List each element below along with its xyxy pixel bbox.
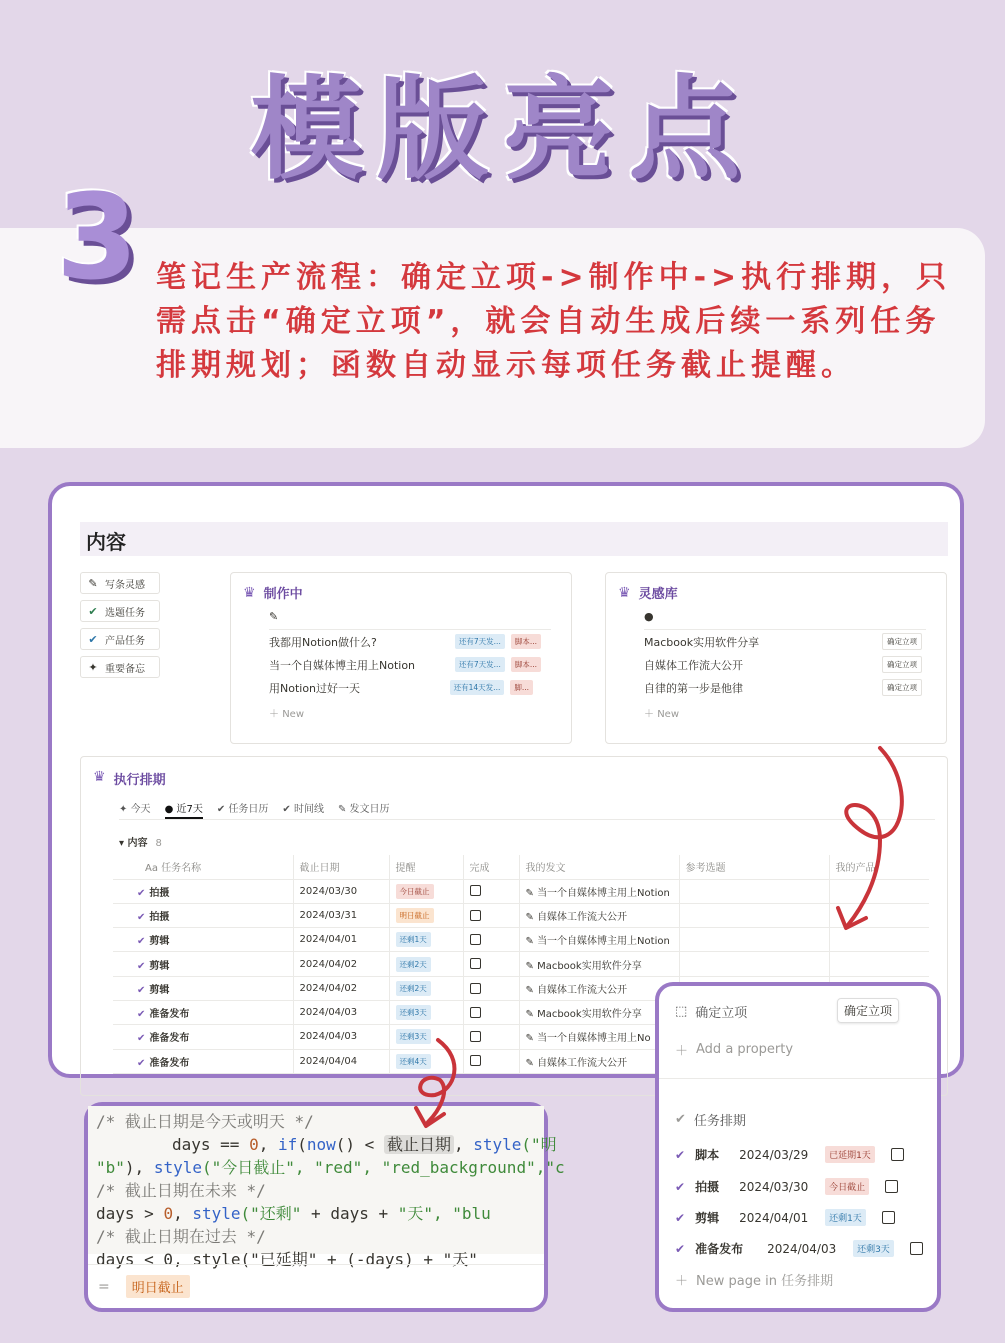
quick-link-memo[interactable]: ✦ 重要备忘 (80, 656, 160, 678)
confirm-project-button[interactable]: 确定立项 (837, 998, 899, 1023)
crown-icon: ♛ (93, 769, 106, 785)
edit-icon: ✎ (525, 960, 538, 972)
tab-next-7-days[interactable]: ● 近7天 (165, 796, 203, 819)
status-badge: 已延期1天 (825, 1146, 875, 1163)
status-badge: 明日截止 (396, 908, 434, 923)
done-checkbox[interactable] (882, 1211, 895, 1224)
relation-item[interactable]: ✔ 准备发布 2024/04/03 还剩3天 (675, 1240, 923, 1257)
edit-icon: ✎ (525, 1057, 538, 1069)
status-badge: 今日截止 (825, 1178, 869, 1195)
check-badge-icon: ✔ (137, 1057, 146, 1069)
check-badge-icon: ✔ (675, 1112, 686, 1127)
column-header[interactable]: 提醒 (389, 855, 463, 879)
column-header[interactable]: 参考选题 (679, 855, 829, 879)
list-item[interactable]: 我都用Notion做什么? 还有7天发... 脚本... (269, 630, 559, 653)
check-badge-icon: ✔ (675, 1210, 686, 1225)
button-property-icon: ⬚ (675, 1004, 688, 1019)
tab-timeline[interactable]: ✔ 时间线 (282, 804, 324, 815)
schedule-title[interactable]: ♛ 执行排期 (93, 769, 166, 788)
list-item[interactable]: 自媒体工作流大公开 确定立项 (644, 653, 934, 676)
relation-item[interactable]: ✔ 剪辑 2024/04/01 还剩1天 (675, 1209, 895, 1226)
edit-icon: ✎ (525, 1009, 538, 1021)
done-checkbox[interactable] (470, 983, 481, 994)
new-item-button[interactable]: ＋ New (269, 709, 304, 720)
inspiration-board (605, 572, 947, 744)
property-label: ⬚ 确定立项 (675, 1004, 748, 1021)
crown-icon: ♛ (243, 584, 256, 601)
edit-icon: ✎ (525, 911, 538, 923)
done-checkbox[interactable] (470, 1055, 481, 1066)
list-item[interactable]: Macbook实用软件分享 确定立项 (644, 630, 934, 653)
plus-icon: ＋ (675, 1274, 689, 1289)
done-checkbox[interactable] (891, 1148, 904, 1161)
check-badge-icon: ✔ (137, 911, 146, 923)
check-badge-icon: ✔ (675, 1241, 686, 1256)
crown-icon: ♛ (618, 584, 631, 601)
relation-item[interactable]: ✔ 拍摄 2024/03/30 今日截止 (675, 1178, 898, 1195)
status-badge: 还剩1天 (396, 932, 431, 947)
table-row[interactable]: ✔ 剪辑 2024/04/01 还剩1天 ✎ 当一个自媒体博主用上Notion (113, 928, 929, 952)
in-progress-board (230, 572, 572, 744)
list-item[interactable]: 自律的第一步是他律 确定立项 (644, 676, 934, 699)
done-checkbox[interactable] (470, 1007, 481, 1018)
done-checkbox[interactable] (470, 910, 481, 921)
status-badge: 今日截止 (396, 884, 434, 899)
column-header[interactable]: 我的产品 (829, 855, 929, 879)
property-panel (655, 982, 941, 1312)
check-badge-icon: ✔ (675, 1179, 686, 1194)
quick-links (80, 572, 160, 684)
table-row[interactable]: ✔ 准备发布 2024/04/03 还剩3天 ✎ Macbook实用软件分享 (113, 1000, 929, 1024)
edit-icon: ✎ (525, 984, 538, 996)
status-badge: 还剩3天 (853, 1240, 894, 1257)
column-header[interactable]: 截止日期 (293, 855, 389, 879)
quick-link-inspiration[interactable]: ✎ 写条灵感 (80, 572, 160, 594)
status-badge: 还剩2天 (396, 981, 431, 996)
plus-icon: ＋ (675, 1044, 689, 1059)
column-header[interactable]: 完成 (463, 855, 519, 879)
table-row[interactable]: ✔ 准备发布 2024/04/03 还剩3天 ✎ 当一个自媒体博主用上No (113, 1025, 929, 1049)
status-badge: 还剩3天 (396, 1005, 431, 1020)
done-checkbox[interactable] (470, 885, 481, 896)
table-row[interactable]: ✔ 拍摄 2024/03/30 今日截止 ✎ 当一个自媒体博主用上Notion (113, 879, 929, 903)
status-badge: 还剩3天 (396, 1029, 431, 1044)
pin-icon: ✦ (88, 660, 98, 674)
formula-code[interactable]: /* 截止日期是今天或明天 */ days == 0, if(now() < 截止日期 , style("明 "b"), style("今日截止", "red", "red_background","c /* 截止日期在未来 */ days > 0, style("还剩" + days + "天", "blu /* 截止日期在过去 */ days < 0, style("已延期" + (-days) + "天" (88, 1106, 544, 1254)
lightbulb-icon: ● (644, 610, 654, 623)
group-header[interactable]: ▾ 内容 8 (119, 838, 162, 849)
check-badge-icon: ✔ (88, 632, 98, 646)
done-checkbox[interactable] (885, 1180, 898, 1193)
check-badge-icon: ✔ (137, 960, 146, 972)
formula-editor (84, 1102, 565, 1312)
inspiration-title[interactable]: ♛ 灵感库 (618, 584, 678, 602)
done-checkbox[interactable] (470, 958, 481, 969)
status-badge: 还剩4天 (396, 1054, 431, 1069)
done-checkbox[interactable] (910, 1242, 923, 1255)
edit-icon: ✎ (269, 610, 279, 623)
done-checkbox[interactable] (470, 1031, 481, 1042)
check-badge-icon: ✔ (137, 887, 146, 899)
quick-link-product-tasks[interactable]: ✔ 产品任务 (80, 628, 160, 650)
relation-item[interactable]: ✔ 脚本 2024/03/29 已延期1天 (675, 1146, 904, 1163)
column-header[interactable]: 我的发文 (519, 855, 679, 879)
list-item[interactable]: 当一个自媒体博主用上Notion 还有7天发... 脚本... (269, 653, 559, 676)
hero-title: 模版亮点 (250, 65, 755, 195)
edit-icon: ✎ (525, 936, 538, 948)
tab-post-calendar[interactable]: ✎ 发文日历 (337, 804, 390, 815)
new-item-button[interactable]: ＋ New (644, 709, 679, 720)
check-badge-icon: ✔ (88, 604, 98, 618)
quick-link-topic-tasks[interactable]: ✔ 选题任务 (80, 600, 160, 622)
done-checkbox[interactable] (470, 934, 481, 945)
tab-task-calendar[interactable]: ✔ 任务日历 (216, 804, 269, 815)
add-property-button[interactable]: ＋ Add a property (675, 1042, 794, 1059)
check-badge-icon: ✔ (137, 936, 146, 948)
page-title: 内容 (80, 522, 948, 556)
status-badge: 明日截止 (126, 1275, 190, 1298)
check-badge-icon: ✔ (137, 1009, 146, 1021)
edit-icon: ✎ (525, 1033, 538, 1045)
status-badge: 还剩1天 (825, 1209, 866, 1226)
status-badge: 还剩2天 (396, 957, 431, 972)
relation-label: ✔ 任务排期 (675, 1112, 746, 1129)
formula-result: = 明日截止 (88, 1264, 544, 1308)
new-page-button[interactable]: ＋ New page in 任务排期 (675, 1270, 833, 1289)
check-badge-icon: ✔ (675, 1147, 686, 1162)
list-item[interactable]: 用Notion过好一天 还有14天发... 脚... (269, 676, 559, 699)
edit-icon: ✎ (525, 887, 538, 899)
check-badge-icon: ✔ (137, 984, 146, 996)
intro-text: 笔记生产流程：确定立项->制作中->执行排期，只需点击“确定立项”，就会自动生成后续一系列任务排期规划；函数自动显示每项任务截止提醒。 (156, 260, 952, 383)
table-row[interactable]: ✔ 剪辑 2024/04/02 还剩2天 ✎ 自媒体工作流大公开 (113, 976, 929, 1000)
table-row[interactable]: ✔ 剪辑 2024/04/02 还剩2天 ✎ Macbook实用软件分享 (113, 952, 929, 976)
tab-today[interactable]: ✦ 今天 (119, 804, 151, 815)
view-tabs (119, 796, 935, 820)
column-header[interactable]: Aa 任务名称 (113, 855, 293, 879)
table-row[interactable]: ✔ 拍摄 2024/03/31 明日截止 ✎ 自媒体工作流大公开 (113, 903, 929, 927)
pen-lines-icon: ✎ (88, 576, 98, 590)
table-row[interactable]: ✔ 准备发布 2024/04/04 还剩4天 ✎ 自媒体工作流大公开 (113, 1049, 929, 1073)
feature-number: 3 (56, 168, 139, 306)
in-progress-title[interactable]: ♛ 制作中 (243, 584, 303, 602)
check-badge-icon: ✔ (137, 1033, 146, 1045)
